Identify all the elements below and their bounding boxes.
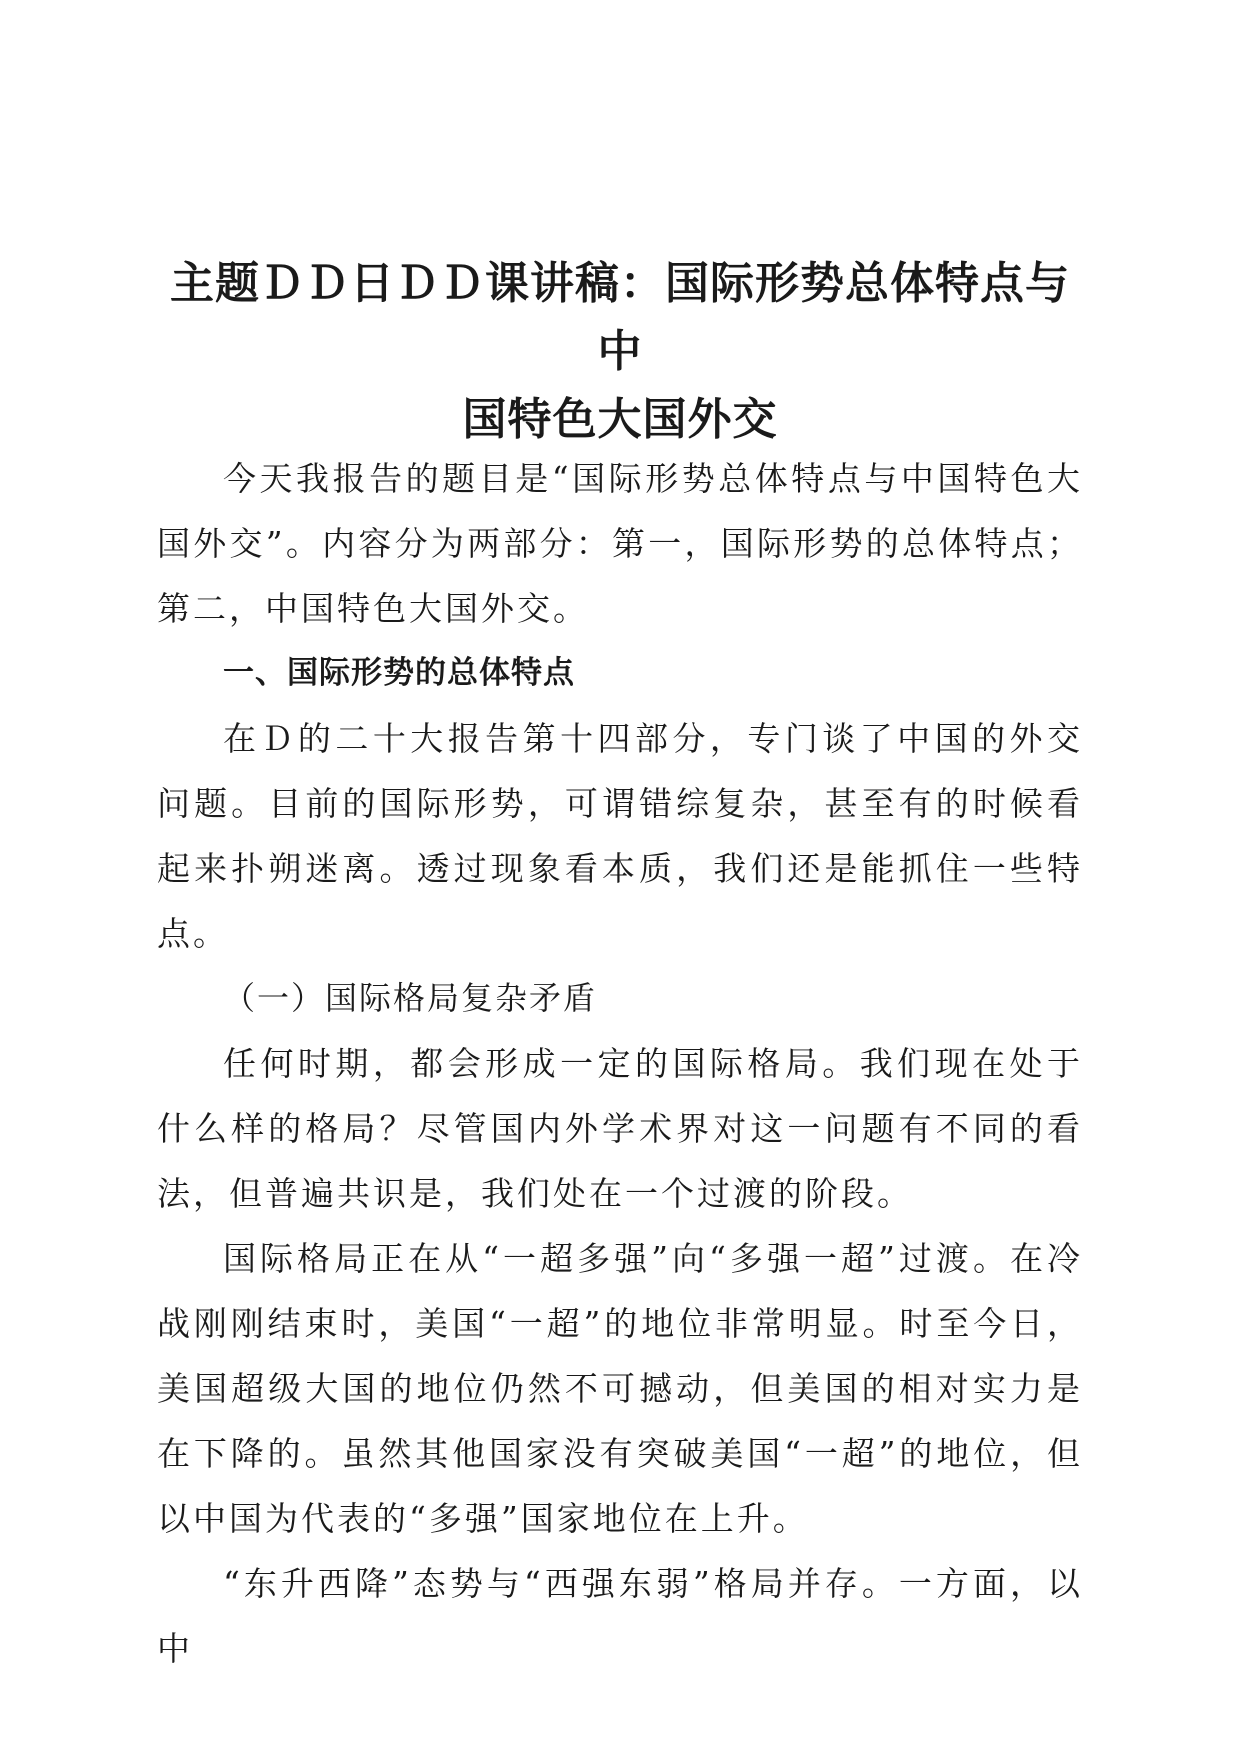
title-line-2: 国特色大国外交 xyxy=(462,394,778,445)
subsection-heading-1: （一）国际格局复杂矛盾 xyxy=(223,979,598,1017)
intro-paragraph: 今天我报告的题目是“国际形势总体特点与中国特色大国外交”。内容分为两部分：第一，国际形势的总体特点；第二，中国特色大国外交。 xyxy=(157,459,1083,628)
title-line-1: 主题ＤＤ日ＤＤ课讲稿：国际形势总体特点与中 xyxy=(170,258,1070,377)
document-body xyxy=(157,446,1083,1681)
document-title xyxy=(150,250,1090,454)
body-paragraph: 在Ｄ的二十大报告第十四部分，专门谈了中国的外交问题。目前的国际形势，可谓错综复杂，甚至有的时候看起来扑朔迷离。透过现象看本质，我们还是能抓住一些特点。 xyxy=(157,719,1083,953)
body-paragraph: “东升西降”态势与“西强东弱”格局并存。一方面，以中 xyxy=(157,1564,1083,1668)
section-heading-1: 一、国际形势的总体特点 xyxy=(223,655,575,691)
body-paragraph: 国际格局正在从“一超多强”向“多强一超”过渡。在冷战刚刚结束时，美国“一超”的地位非常明显。时至今日，美国超级大国的地位仍然不可撼动，但美国的相对实力是在下降的。虽然其他国家没有突破美国“一超”的地位，但以中国为代表的“多强”国家地位在上升。 xyxy=(157,1239,1083,1538)
body-paragraph: 任何时期，都会形成一定的国际格局。我们现在处于什么样的格局？尽管国内外学术界对这一问题有不同的看法，但普遍共识是，我们处在一个过渡的阶段。 xyxy=(157,1044,1083,1213)
